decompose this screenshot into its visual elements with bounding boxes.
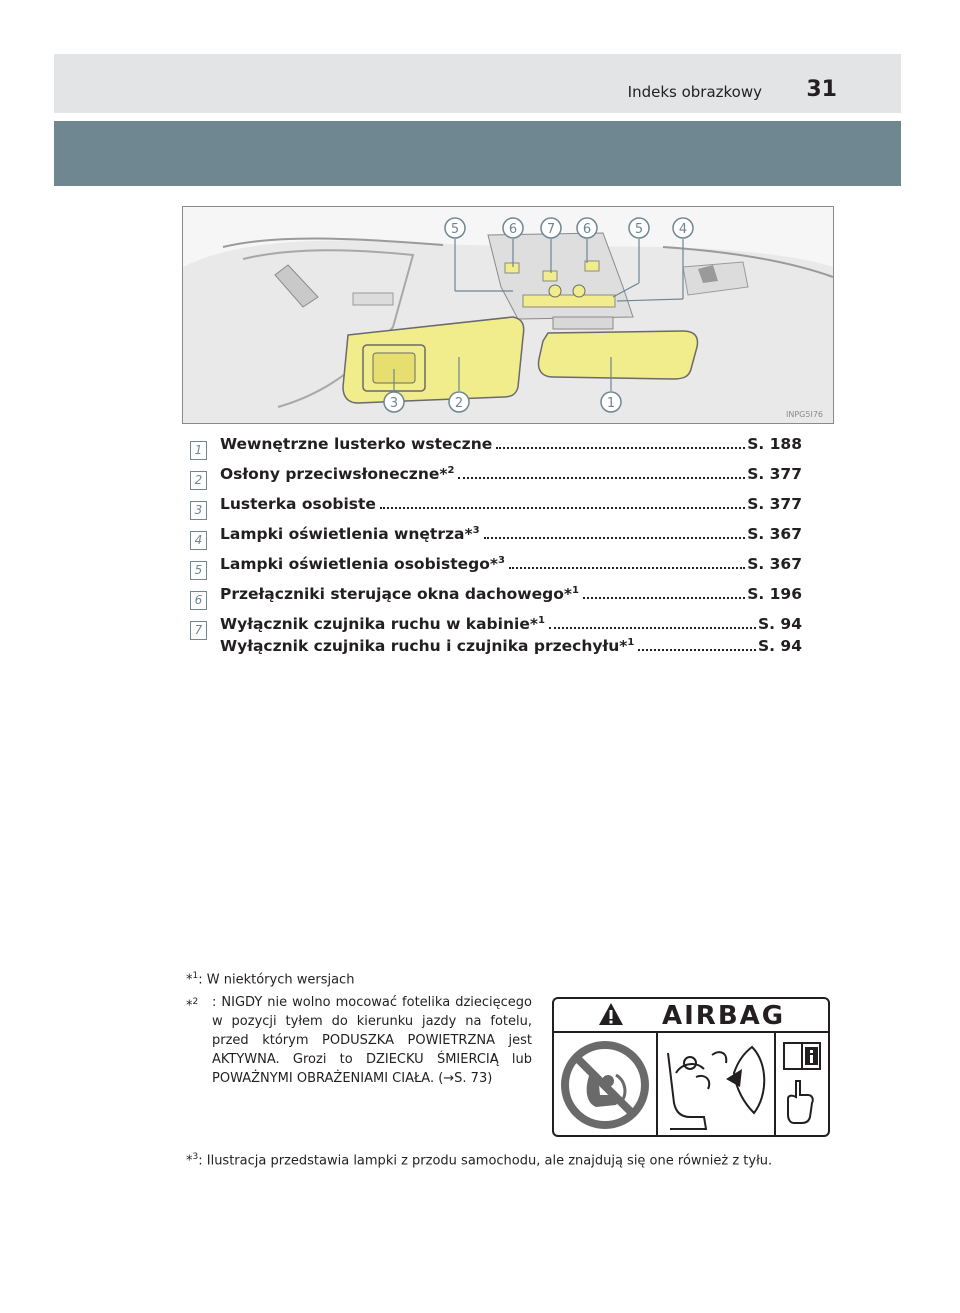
list-item — [190, 585, 802, 615]
airbag-warning-label — [552, 997, 830, 1137]
header-bar — [54, 54, 901, 113]
item-number-badge: 7 — [190, 621, 207, 640]
item-label: Wyłącznik czujnika ruchu w kabinie* — [220, 615, 538, 634]
footnote-ref: 3 — [472, 525, 480, 536]
item-number-badge: 5 — [190, 561, 207, 580]
page-ref-link[interactable]: S. 196 — [747, 585, 802, 604]
list-item — [190, 495, 802, 525]
page-ref-link[interactable]: S. 94 — [757, 637, 802, 656]
warning-triangle-icon — [598, 1002, 624, 1026]
page-number: 31 — [806, 77, 837, 102]
page-ref-link[interactable]: S. 94 — [757, 615, 802, 634]
list-item — [190, 465, 802, 495]
footnote-2-text: : NIGDY nie wolno mocować fotelika dziecięcego w pozycji tyłem do kierunku jazdy na fotelu, przed którym PODUSZKA POWIETRZNA jest AKTYWNA. Grozi to DZIECKU ŚMIERCIĄ lub POWAŻNYMI OBRAŻENIAMI CIAŁA. (→S. 73) — [212, 995, 532, 1086]
item-number-badge: 6 — [190, 591, 207, 610]
footnote-ref: 2 — [447, 465, 455, 476]
footnote-ref: 3 — [498, 555, 505, 566]
item-number-badge: 3 — [190, 501, 207, 520]
section-banner — [54, 121, 901, 186]
callout-2: 2 — [454, 396, 464, 411]
item-label: Lampki oświetlenia osobistego* — [220, 555, 498, 574]
list-item — [190, 555, 802, 585]
sub-item-label: Wyłącznik czujnika ruchu i czujnika przechyłu* — [220, 637, 628, 656]
footnote-2: *$^2$ : NIGDY nie wolno mocować fotelika dziecięcego w pozycji tyłem do kierunku jazdy na fotelu, przed którym PODUSZKA POWIETRZNA jest AKTYWNA. Grozi to DZIECKU ŚMIERCIĄ lub POWAŻNYMI OBRAŻENIAMI CIAŁA. (→S. 73) — [186, 995, 532, 1086]
callout-6-right: 6 — [582, 222, 592, 237]
footnote-ref: 1 — [537, 615, 545, 626]
footnote-ref: 1 — [571, 585, 579, 596]
list-item — [190, 615, 802, 656]
illustration-svg — [183, 207, 833, 423]
page-ref-link[interactable]: S. 377 — [747, 465, 802, 484]
no-rear-facing-seat-icon — [554, 1033, 658, 1137]
airbag-deploy-icon — [656, 1033, 776, 1137]
callout-1: 1 — [606, 396, 616, 411]
footnote-ref: 1 — [627, 637, 635, 648]
item-label: Osłony przeciwsłoneczne* — [220, 465, 448, 484]
item-number-badge: 2 — [190, 471, 207, 490]
item-label: Lampki oświetlenia wnętrza* — [220, 525, 473, 544]
item-label: Wewnętrzne lusterko wsteczne — [220, 435, 493, 453]
overhead-console-illustration — [182, 206, 834, 424]
page-ref-link[interactable]: S. 367 — [747, 555, 802, 574]
airbag-header — [554, 999, 828, 1033]
item-number-badge: 4 — [190, 531, 207, 550]
callout-5-right: 5 — [634, 222, 644, 237]
page-ref-link[interactable]: S. 188 — [747, 435, 802, 453]
list-item — [190, 525, 802, 555]
section-title: Indeks obrazkowy — [627, 83, 762, 101]
page-ref-link[interactable]: S. 377 — [747, 495, 802, 513]
callout-7: 7 — [546, 222, 556, 237]
list-item — [190, 435, 802, 465]
callout-6-left: 6 — [508, 222, 518, 237]
illustration-code: INPG5I76 — [786, 410, 823, 419]
callout-5-left: 5 — [450, 222, 460, 237]
callout-4: 4 — [678, 222, 688, 237]
callout-3: 3 — [389, 396, 399, 411]
read-manual-icon — [774, 1033, 830, 1137]
item-label: Przełączniki sterujące okna dachowego* — [220, 585, 572, 604]
item-label: Lusterka osobiste — [220, 495, 376, 513]
page-ref-link[interactable]: S. 367 — [747, 525, 802, 544]
footnote-3: *$^3$: Ilustracja przedstawia lampki z przodu samochodu, ale znajdują się one również z tyłu. — [186, 1152, 773, 1169]
airbag-word: AIRBAG — [662, 1001, 786, 1031]
item-number-badge: 1 — [190, 441, 207, 460]
footnote-1: *$^1$: W niektórych wersjach — [186, 971, 355, 988]
